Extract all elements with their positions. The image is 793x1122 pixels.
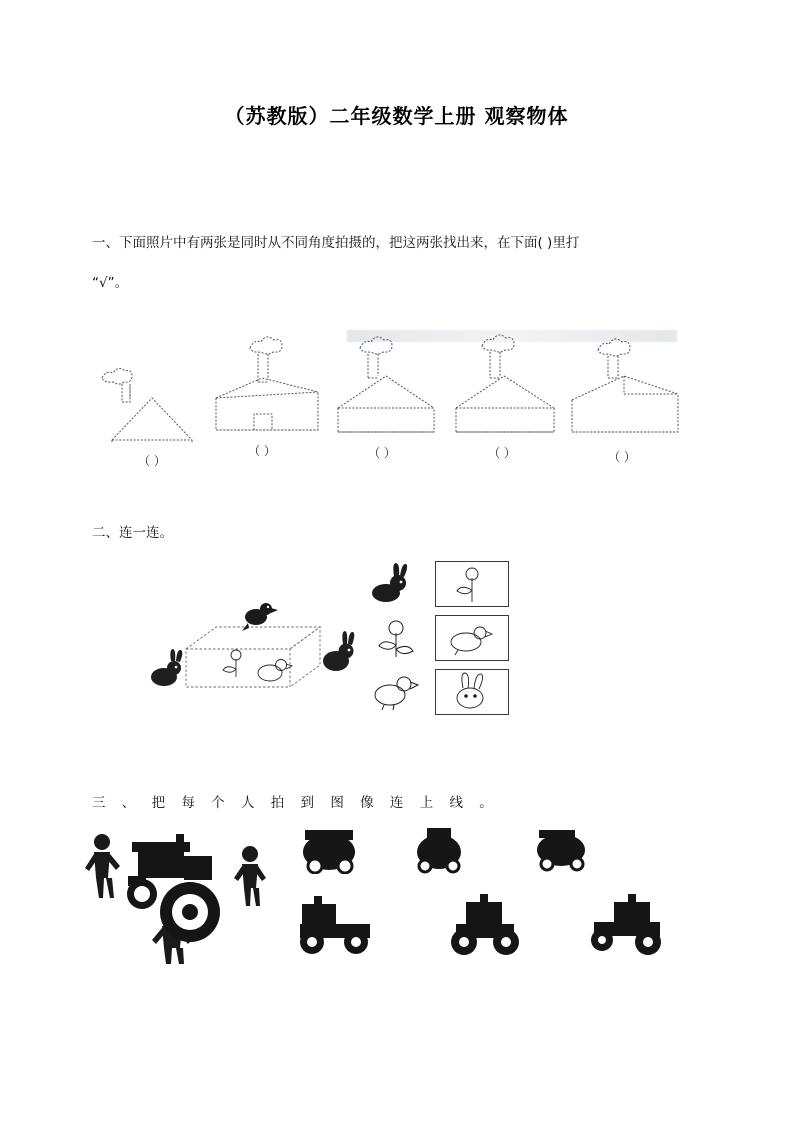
question-1-figure-group [92,330,712,470]
tractor-view-3[interactable] [580,894,670,961]
head-view-3[interactable] [525,826,595,879]
question-3-view-row-bottom [290,894,710,964]
question-1-text-line2: “√”。 [92,275,129,291]
question-1-text: 一、下面照片中有两张是同时从不同角度拍摄的，把这两张找出来，在下面( )里打 [92,235,580,251]
house-figure-5 [562,336,682,466]
question-3-view-row-top [295,824,715,876]
question-2-text: 二、连一连。 [92,525,173,541]
house-figure-2 [202,330,322,460]
head-view-1[interactable] [295,824,365,879]
bird-thumb[interactable] [366,615,424,666]
flower-frame[interactable] [435,561,509,607]
tractor-observation-scene [80,820,280,965]
page-title: （苏教版）二年级数学上册 观察物体 [224,104,569,128]
answer-slot-3[interactable]: （ ） [368,446,396,460]
question-2-frame-column [435,561,525,721]
answer-slot-5[interactable]: （ ） [608,450,636,464]
question-2-figure-group [140,555,660,735]
tractor-view-1[interactable] [290,894,380,961]
bird-frame[interactable] [435,615,509,661]
duck-thumb[interactable] [366,667,424,716]
house-figure-1 [92,340,212,470]
question-3-figure-group [80,820,720,970]
answer-slot-2[interactable]: （ ） [248,444,276,458]
house-figure-3 [322,332,442,462]
answer-slot-4[interactable]: （ ） [488,446,516,460]
head-view-2[interactable] [405,826,475,879]
question-3-text: 三 、 把 每 个 人 拍 到 图 像 连 上 线 。 [92,795,499,811]
house-figure-4 [442,332,562,462]
tractor-view-2[interactable] [440,894,530,961]
rabbit-frame[interactable] [435,669,509,715]
flower-thumb[interactable] [364,563,426,612]
answer-slot-1[interactable]: （ ） [138,454,166,468]
